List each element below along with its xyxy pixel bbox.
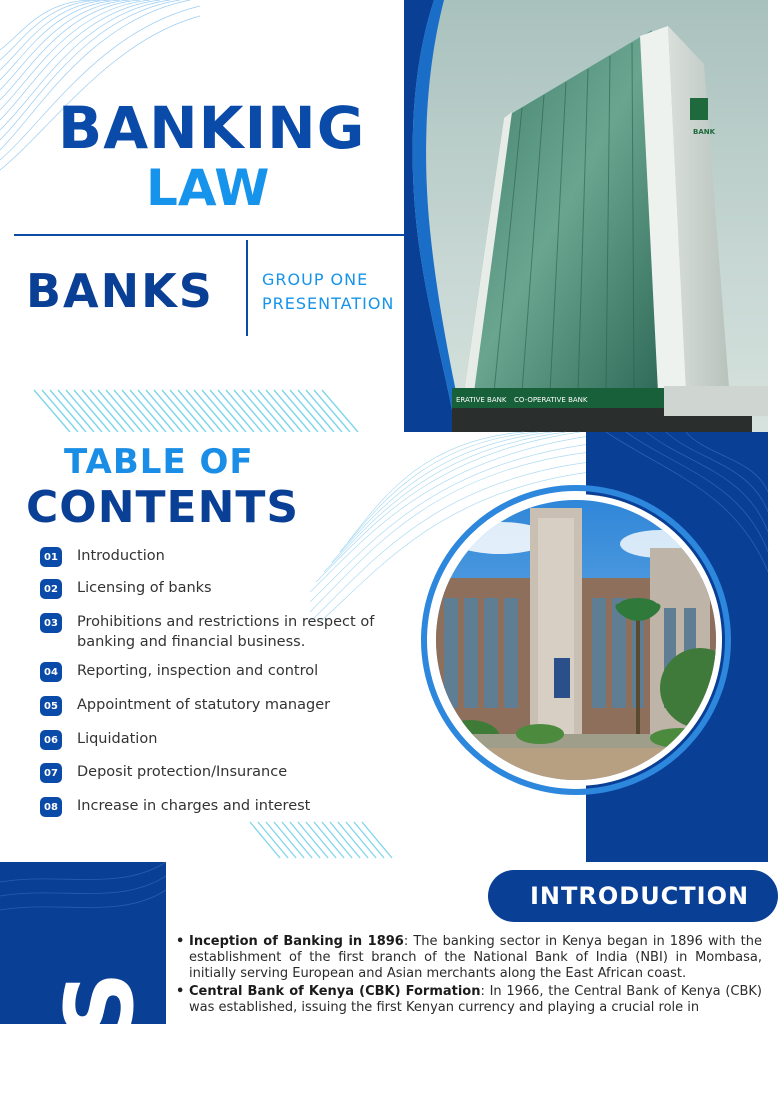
toc-item-label: Prohibitions and restrictions in respect of banking and financial business.: [77, 614, 375, 650]
bullet-item: [176, 984, 762, 1016]
toc-item-label: Increase in charges and interest: [77, 798, 311, 814]
toc-item-label: Appointment of statutory manager: [77, 697, 331, 713]
toc-number-badge: 07: [40, 763, 62, 783]
cover-section: [0, 0, 768, 432]
diagonal-stripes-decoration: [34, 390, 364, 432]
toc-item[interactable]: [40, 762, 413, 783]
group-line-1: GROUP ONE: [262, 270, 369, 289]
title-law: LAW: [146, 159, 270, 217]
toc-item[interactable]: [40, 612, 413, 652]
toc-item-label: Deposit protection/Insurance: [77, 764, 288, 780]
toc-number-badge: 04: [40, 662, 62, 682]
toc-number-badge: 06: [40, 730, 62, 750]
group-line-2: PRESENTATION: [262, 294, 395, 313]
toc-number-badge: 08: [40, 797, 62, 817]
toc-number-badge: 03: [40, 613, 62, 633]
banner-right-label: CO-OPERATIVE BANK: [514, 396, 588, 404]
group-label: [262, 268, 394, 316]
vertical-banks-text: KS: [46, 971, 155, 1112]
toc-number-badge: 01: [40, 547, 62, 567]
cooperative-bank-building-photo: [404, 0, 768, 432]
toc-item[interactable]: [40, 578, 413, 599]
toc-item-label: Reporting, inspection and control: [77, 663, 319, 679]
toc-item[interactable]: [40, 796, 413, 817]
toc-item-label: Introduction: [77, 548, 165, 564]
toc-item[interactable]: [40, 546, 413, 567]
diagonal-stripes-decoration-2: [250, 822, 400, 858]
banner-left-label: ERATIVE BANK: [456, 396, 507, 404]
toc-item-label: Liquidation: [77, 731, 158, 747]
bullet-body: : In 1966, the Central Bank of Kenya (CBK) was established, issuing the first Kenyan currency and playing a crucial role in: [189, 984, 762, 1015]
contents-section: [0, 432, 768, 862]
navy-side-block: [0, 862, 166, 1112]
toc-heading-line1: TABLE OF: [64, 442, 254, 482]
central-bank-photo: [430, 498, 750, 798]
title-banking: BANKING: [58, 94, 366, 162]
subtitle-banks: BANKS: [26, 264, 214, 318]
bullet-lead: Inception of Banking in 1896: [189, 934, 404, 949]
toc-number-badge: 05: [40, 696, 62, 716]
introduction-section: [0, 862, 768, 1112]
introduction-title: INTRODUCTION: [530, 882, 750, 910]
toc-item-label: Licensing of banks: [77, 580, 212, 596]
bullet-lead: Central Bank of Kenya (CBK) Formation: [189, 984, 481, 999]
horizontal-divider: [14, 234, 410, 236]
introduction-bullets: [176, 934, 762, 1018]
toc-number-badge: 02: [40, 579, 62, 599]
logo-label: BANK: [693, 128, 716, 136]
bullet-body: : The banking sector in Kenya began in 1896 with the establishment of the first branch of the National Bank of India (NBI) in Mombasa, initially serving European and Asian merchants along the East African coast.: [189, 934, 762, 981]
toc-item[interactable]: [40, 695, 413, 716]
bullet-item: [176, 934, 762, 982]
toc-item[interactable]: [40, 661, 413, 682]
toc-item[interactable]: [40, 729, 413, 750]
toc-heading-line2: CONTENTS: [26, 482, 300, 533]
vertical-divider: [246, 240, 248, 336]
